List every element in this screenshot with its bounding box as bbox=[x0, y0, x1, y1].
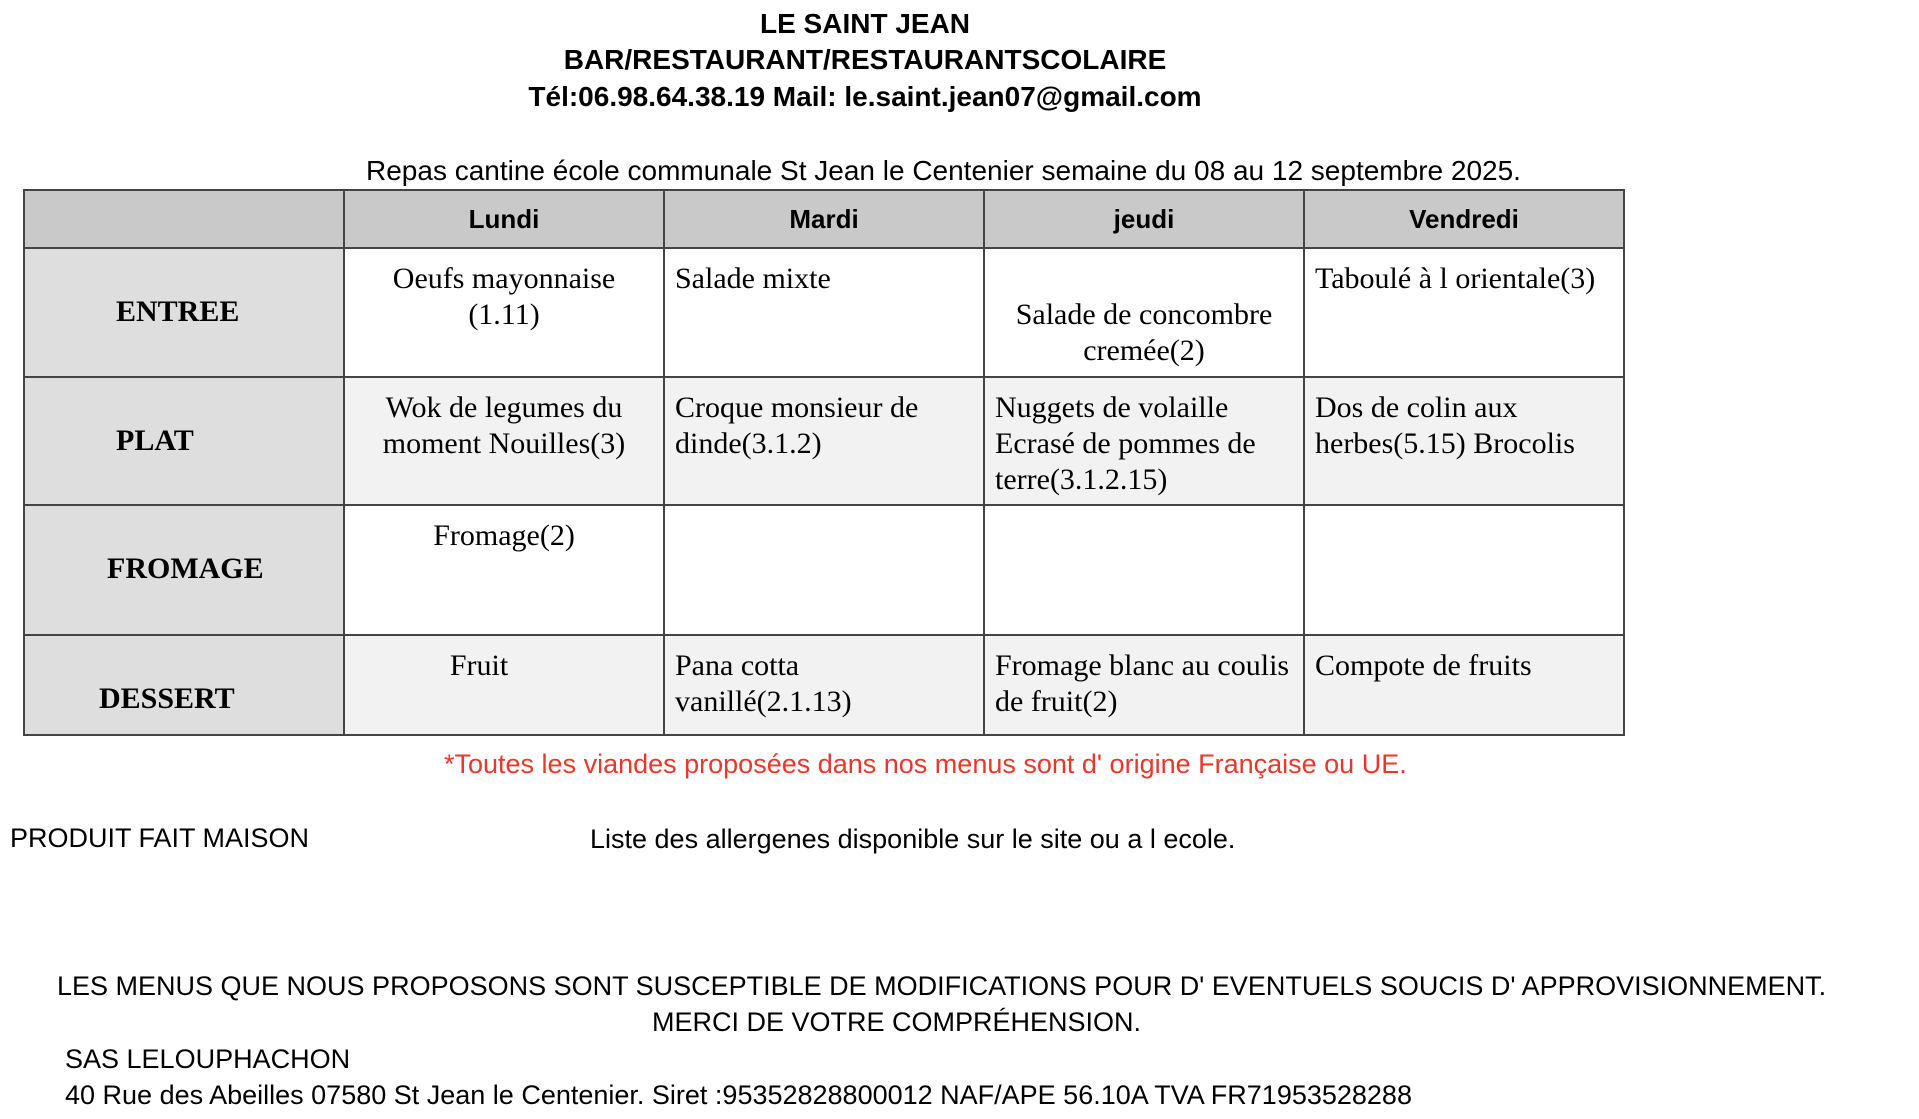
restaurant-activity: BAR/RESTAURANT/RESTAURANTSCOLAIRE bbox=[563, 44, 1167, 75]
meat-origin-note: *Toutes les viandes proposées dans nos menus sont d' origine Française ou UE. bbox=[444, 749, 1407, 779]
day-header-thursday: jeudi bbox=[984, 190, 1304, 248]
menu-table bbox=[23, 189, 1625, 736]
dish-cell bbox=[1304, 505, 1624, 635]
dish-text: Taboulé à l orientale(3) bbox=[1315, 262, 1596, 295]
dish-cell bbox=[344, 377, 664, 505]
row-label-text: DESSERT bbox=[99, 682, 235, 715]
dish-cell bbox=[344, 635, 664, 735]
day-header-monday: Lundi bbox=[344, 190, 664, 248]
dish-cell bbox=[984, 248, 1304, 377]
dish-cell bbox=[344, 248, 664, 377]
menu-subtitle: Repas cantine école communale St Jean le Centenier semaine du 08 au 12 septembre 2025. bbox=[366, 155, 1521, 186]
row-label-entree bbox=[24, 248, 344, 377]
row-label-text: FROMAGE bbox=[107, 552, 264, 585]
table-header-row bbox=[24, 190, 1624, 248]
table-row bbox=[24, 635, 1624, 735]
dish-text: Nuggets de volaille Ecrasé de pommes de terre(3.1.2.15) bbox=[995, 391, 1256, 496]
dish-cell bbox=[984, 377, 1304, 505]
dish-text: Fromage blanc au coulis de fruit(2) bbox=[995, 649, 1290, 718]
dish-text: Pana cotta vanillé(2.1.13) bbox=[675, 649, 852, 718]
dish-cell bbox=[664, 505, 984, 635]
disclaimer-text-1: LES MENUS QUE NOUS PROPOSONS SONT SUSCEPTIBLE DE MODIFICATIONS POUR D' EVENTUELS SOUCIS D' APPROVISIONNEMENT. bbox=[57, 971, 1827, 1001]
dish-text: Wok de legumes du moment Nouilles(3) bbox=[382, 391, 626, 460]
dish-text bbox=[1305, 506, 1623, 518]
dish-text: Salade de concombre cremée(2) bbox=[1015, 298, 1273, 367]
dish-cell bbox=[984, 505, 1304, 635]
dish-cell bbox=[1304, 635, 1624, 735]
dish-cell bbox=[664, 377, 984, 505]
dish-cell bbox=[664, 635, 984, 735]
row-label-fromage bbox=[24, 505, 344, 635]
table-corner-cell bbox=[24, 190, 344, 248]
dish-text bbox=[985, 506, 1303, 518]
row-label-dessert bbox=[24, 635, 344, 735]
day-header-tuesday: Mardi bbox=[664, 190, 984, 248]
table-row bbox=[24, 248, 1624, 377]
dish-cell bbox=[664, 248, 984, 377]
table-row bbox=[24, 505, 1624, 635]
dish-text: Fromage(2) bbox=[433, 519, 575, 552]
homemade-label: PRODUIT FAIT MAISON bbox=[10, 823, 310, 853]
dish-text: Croque monsieur de dinde(3.1.2) bbox=[675, 391, 919, 460]
disclaimer-line-2: MERCI DE VOTRE COMPRÉHENSION. bbox=[652, 1007, 1142, 1037]
dish-text: Fruit bbox=[449, 649, 509, 682]
dish-text: Dos de colin aux herbes(5.15) Brocolis bbox=[1315, 391, 1575, 460]
company-address: 40 Rue des Abeilles 07580 St Jean le Centenier. Siret :95352828800012 NAF/APE 56.10A TVA FR71953528288 bbox=[65, 1080, 1412, 1110]
allergens-note: Liste des allergenes disponible sur le site ou a l ecole. bbox=[590, 824, 1236, 854]
restaurant-name: LE SAINT JEAN bbox=[759, 8, 971, 39]
dish-text: Oeufs mayonnaise (1.11) bbox=[392, 262, 616, 331]
dish-text: Compote de fruits bbox=[1315, 649, 1532, 682]
row-label-plat bbox=[24, 377, 344, 505]
dish-cell bbox=[984, 635, 1304, 735]
dish-cell bbox=[344, 505, 664, 635]
dish-text bbox=[665, 506, 983, 518]
row-label-text: ENTREE bbox=[116, 295, 240, 328]
dish-text: Salade mixte bbox=[675, 262, 831, 295]
table-row bbox=[24, 377, 1624, 505]
day-header-friday: Vendredi bbox=[1304, 190, 1624, 248]
dish-cell bbox=[1304, 248, 1624, 377]
restaurant-contact: Tél:06.98.64.38.19 Mail: le.saint.jean07@gmail.com bbox=[528, 81, 1202, 112]
row-label-text: PLAT bbox=[116, 424, 194, 457]
company-name: SAS LELOUPHACHON bbox=[65, 1044, 351, 1074]
dish-cell bbox=[1304, 377, 1624, 505]
